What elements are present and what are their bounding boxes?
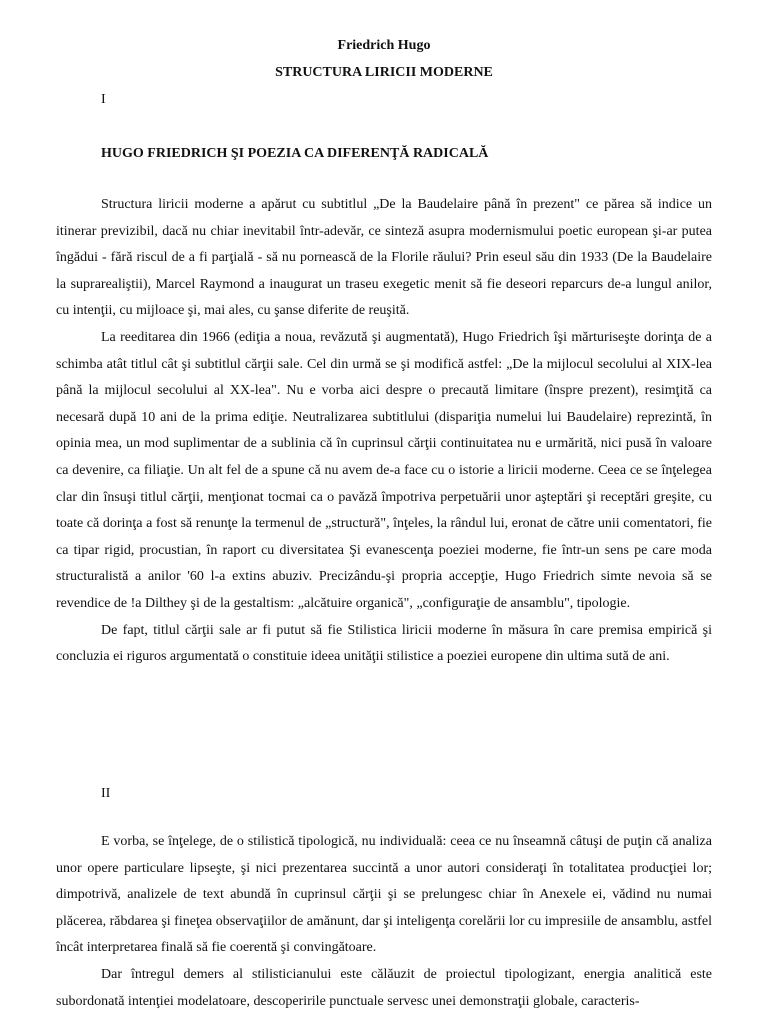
section-1-body	[56, 192, 712, 671]
section-2-body	[56, 829, 712, 1015]
section-heading: HUGO FRIEDRICH ŞI POEZIA CA DIFERENŢĂ RADICALĂ	[101, 146, 489, 161]
paragraph: E vorba, se înţelege, de o stilistică tipologică, nu individuală: ceea ce nu înseamnă câtuşi de puţin că analiza unor opere particulare lipseşte, şi nici prezentarea succintă a unor autori consideraţi în totalitatea producţiei lor; dimpotrivă, analizele de text abundă în cuprinsul cărţii şi se prelungesc chiar în Anexele ei, vădind nu numai plăcerea, răbdarea şi fineţea observaţiilor de amănunt, dar şi inteligenţa corelării lor cu impresiile de ansamblu, astfel încât interpretarea finală să fie coerentă şi convingătoare.	[56, 834, 712, 956]
paragraph: Dar întregul demers al stilisticianului este călăuzit de proiectul tipologizant, energia analitică este subordonată intenţiei modelatoare, descoperirile punctuale servesc unei demonstraţii globale, caracteris-	[56, 966, 712, 1009]
author-name: Friedrich Hugo	[337, 38, 431, 53]
paragraph: Structura liricii moderne a apărut cu subtitlul „De la Baudelaire până în prezent" ce părea să indice un itinerar previzibil, dacă nu chiar inevitabil într-adevăr, ce sinteză asupra modernismului poetic european şi-ar putea îngădui - fără riscul de a fi parţială - să nu pornească de la Florile răului? Prin eseul său din 1933 (De la Baudelaire la suprarealiştii), Marcel Raymond a inaugurat un traseu exegetic menit să fie deseori reparcurs de-a lungul anilor, cu intenţii, cu mijloace şi, mai ales, cu şanse diferite de reuşită.	[56, 197, 712, 319]
paragraph: De fapt, titlul cărţii sale ar fi putut să fie Stilistica liricii moderne în măsura în care premisa empirică şi concluzia ei riguros argumentată o constituie ideea unităţii stilistice a poeziei europene din ultima sută de ani.	[56, 622, 712, 665]
section-numeral-2: II	[101, 786, 111, 801]
section-numeral-1: I	[101, 92, 106, 107]
paragraph: La reeditarea din 1966 (ediţia a noua, revăzută şi augmentată), Hugo Friedrich îşi mărturiseşte dorinţa de a schimba atât titlul cât şi subtitlul cărţii sale. Cel din urmă se şi modifică astfel: „De la mijlocul secolului al XIX-lea până la mijlocul secolului al XX-lea". Nu e vorba aici despre o precaută limitare (înspre prezent), resimţită ca necesară după 10 ani de la prima ediţie. Neutralizarea subtitlului (dispariţia numelui lui Baudelaire) reprezintă, în opinia mea, un mod suplimentar de a sublinia că în cuprinsul cărţii continuitatea nu e urmărită, nici pusă în valoare ca devenire, ca filiaţie. Un alt fel de a spune că nu avem de-a face cu o istorie a liricii moderne. Ceea ce se înţelegea clar din însuşi titlul cărţii, menţionat tocmai ca o pavăză împotriva perpetuării unor aşteptări şi receptări greşite, cu toate că dorinţa a fost să renunţe la termenul de „structură", înţeles, la rândul lui, eronat de către unii comentatori, fie ca tipar rigid, procustian, în raport cu diversitatea Şi evanescenţa poeziei moderne, fie într-un sens pe care moda structuralistă a anilor '60 l-a extins abuziv. Precizându-şi propria accepţie, Hugo Friedrich simte nevoia să se revendice de !a Dilthey şi de la gestaltism: „alcătuire organică", „configuraţie de ansamblu", tipologie.	[56, 329, 712, 611]
document-title: STRUCTURA LIRICII MODERNE	[275, 65, 493, 80]
